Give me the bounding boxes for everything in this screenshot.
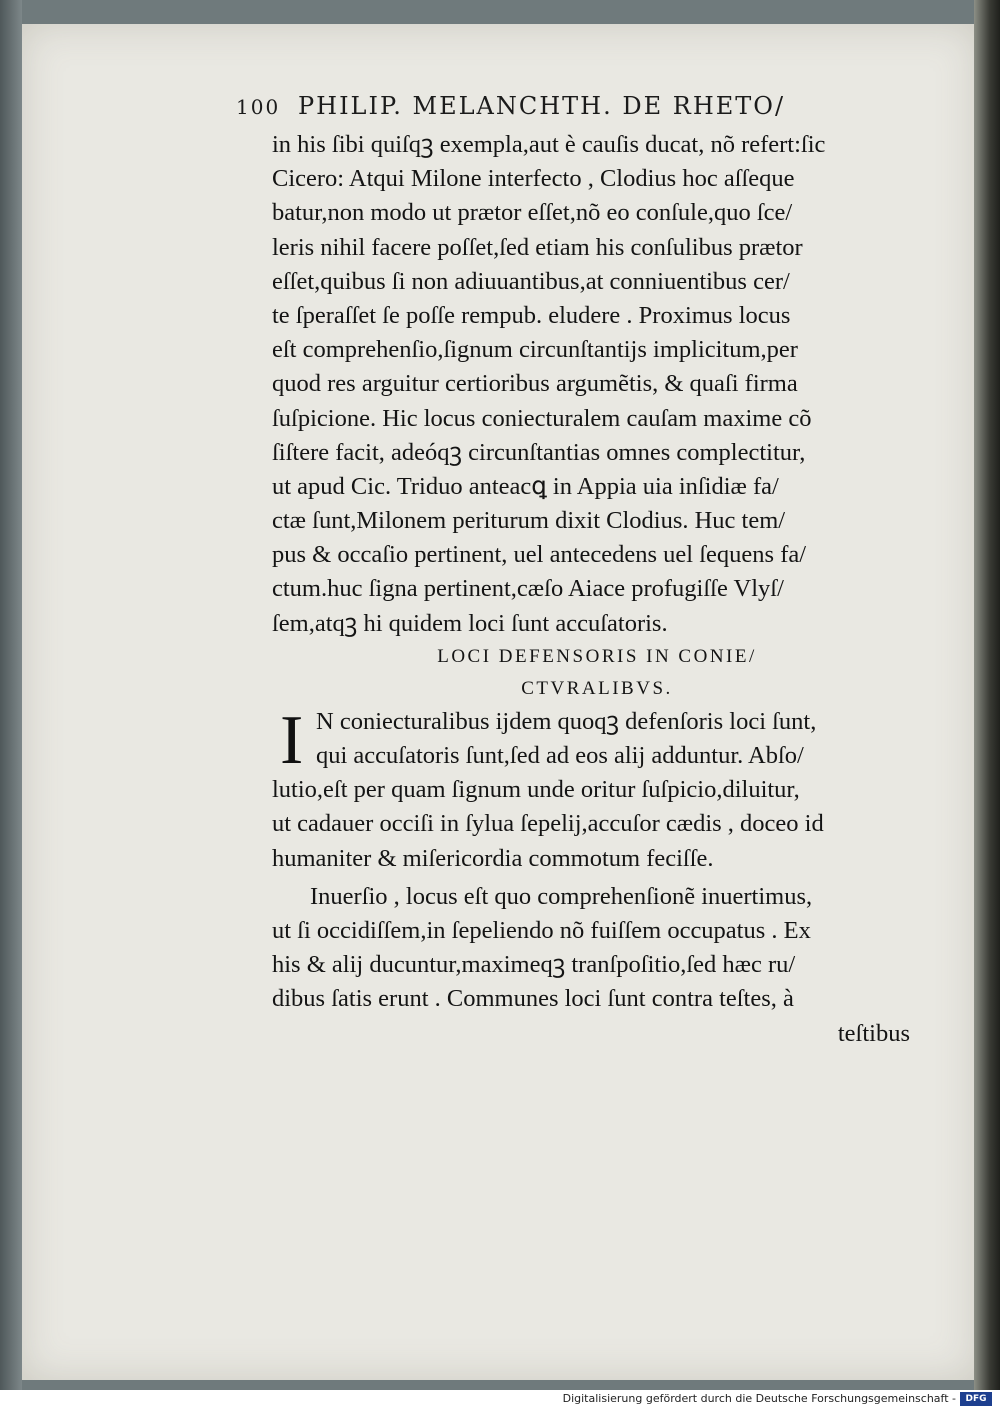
text-line: ctum.huc ſigna pertinent,cæſo Aiace profugiſſe Vlyſ/ [272,575,784,603]
book-spine [974,0,1000,1390]
text-line: pus & occaſio pertinent, uel antecedens uel ſequens fa/ [272,541,807,569]
text-line: qui accuſatoris ſunt,ſed ad eos alij adduntur. Abſo/ [316,742,804,769]
catchword: teſtibus [837,1019,910,1047]
page-number: 100 [236,95,281,119]
text-line: eſſet,quibus ſi non adiuuantibus,at conniuentibus cer/ [272,267,790,295]
text-line: lutio,eſt per quam ſignum unde oritur ſuſpicio,diluitur, [272,776,800,804]
text-line: batur,non modo ut prætor eſſet,nõ eo conſule,quo ſce/ [272,199,793,227]
text-line: eſt comprehenſio,ſignum circunſtantijs implicitum,per [272,336,798,364]
text-line: ut apud Cic. Triduo anteacꝗ in Appia uia inſidiæ fa/ [272,472,779,500]
paragraph-1 [272,128,922,641]
footer-credit: Digitalisierung gefördert durch die Deutsche Forschungsgemeinschaft - [562,1392,956,1405]
dfg-logo: DFG [960,1392,992,1406]
drop-capital: I [280,701,304,779]
text-line: ut cadauer occiſi in ſylua ſepelij,accuſor cædis , doceo id [272,810,824,838]
text-line: ctæ ſunt,Milonem periturum dixit Clodius. Huc tem/ [272,507,786,535]
body-text [272,128,922,1051]
text-line: ſuſpicione. Hic locus coniecturalem cauſam maxime cõ [272,404,812,432]
section-heading-line-2: CTVRALIBVS. [521,677,673,699]
paragraph-2 [272,701,922,876]
running-head-title: PHILIP. MELANCHTH. DE RHETO/ [298,92,786,120]
text-line: Inuerſio , locus eſt quo comprehenſionẽ inuertimus, [310,882,813,910]
running-head [236,92,856,122]
text-line: N coniecturalibus ijdem quoqꝫ defenſoris loci ſunt, [316,707,817,735]
text-line: te ſperaſſet ſe poſſe rempub. eludere . Proximus locus [272,301,791,329]
text-line: ſiſtere facit, adeóqꝫ circunſtantias omnes complectitur, [272,438,806,466]
text-line: quod res arguitur certioribus argumẽtis, & quaſi firma [272,370,798,398]
left-scan-edge [0,0,22,1390]
text-line: ſem,atqꝫ hi quidem loci ſunt accuſatoris. [272,609,668,637]
text-line: dibus ſatis erunt . Communes loci ſunt contra teſtes, à [272,985,794,1013]
footer-bar [0,1390,1000,1410]
text-line: his & alij ducuntur,maximeqꝫ tranſpoſitio,ſed hæc ru/ [272,951,796,979]
paragraph-3 [272,880,922,1051]
section-heading-line-1: LOCI DEFENSORIS IN CONIE/ [437,645,757,667]
text-line: Cicero: Atqui Milone interfecto , Clodius hoc aſſeque [272,165,795,193]
text-line: in his ſibi quiſqꝫ exempla,aut è cauſis ducat, nõ refert:ſic [272,131,826,158]
text-line: leris nihil facere poſſet,ſed etiam his conſulibus prætor [272,233,803,261]
text-line: ut ſi occidiſſem,in ſepeliendo nõ fuiſſem occupatus . Ex [272,916,811,944]
text-line: humaniter & miſericordia commotum feciſſe. [272,844,714,872]
